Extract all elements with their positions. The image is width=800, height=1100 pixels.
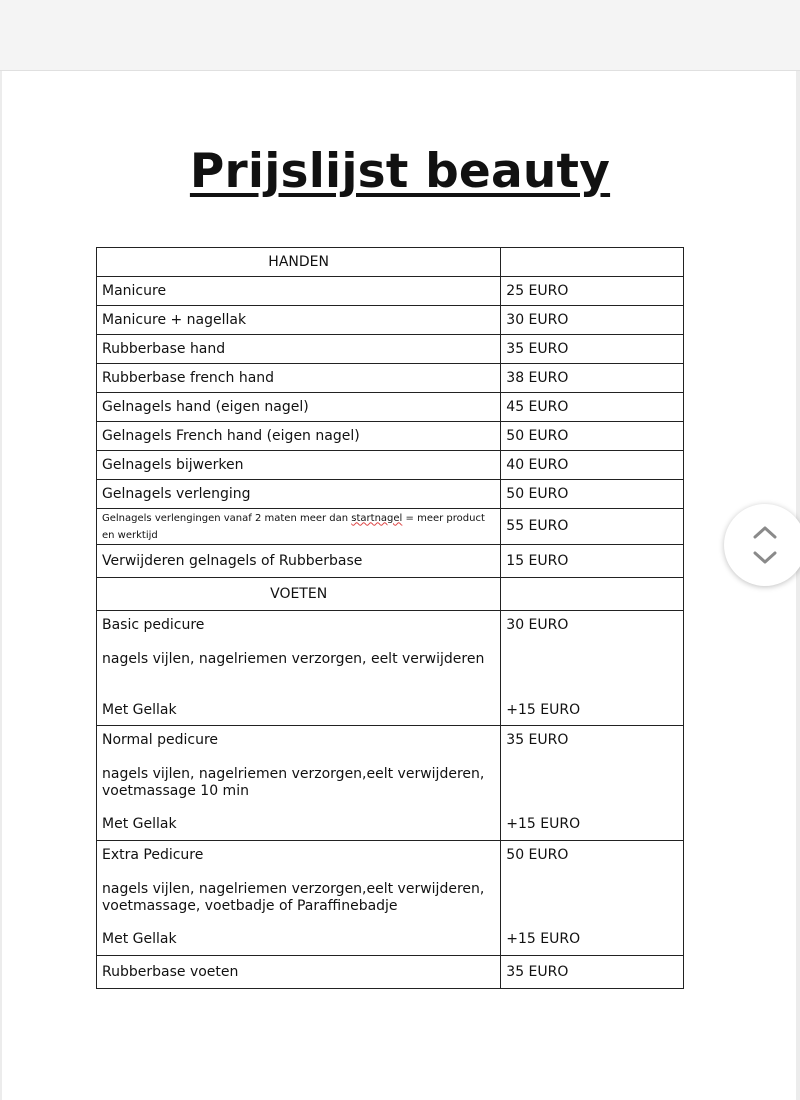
- item-price: 50 EURO: [501, 422, 684, 451]
- item-extra-price: +15 EURO: [506, 816, 581, 832]
- item-price: 45 EURO: [501, 393, 684, 422]
- item-name: Extra Pedicure: [102, 847, 204, 863]
- pedicure-prices: [501, 841, 684, 956]
- item-price: 55 EURO: [501, 509, 684, 545]
- page-title: Prijslijst beauty: [189, 144, 611, 199]
- table-row: [97, 509, 684, 545]
- table-row: [97, 277, 684, 306]
- table-row: [97, 422, 684, 451]
- table-row: [97, 306, 684, 335]
- spellcheck-mark: startnagel: [351, 512, 403, 524]
- item-description: nagels vijlen, nagelriemen verzorgen,eelt verwijderen, voetmassage 10 min: [102, 766, 485, 799]
- table-row: [97, 956, 684, 989]
- table-row: [97, 545, 684, 578]
- item-name: Rubberbase french hand: [97, 364, 501, 393]
- item-price: 30 EURO: [506, 617, 569, 633]
- item-price: 50 EURO: [506, 847, 569, 863]
- section-row-voeten: [97, 578, 684, 611]
- item-extra-price: +15 EURO: [506, 702, 581, 718]
- item-description: nagels vijlen, nagelriemen verzorgen,eelt verwijderen, voetmassage, voetbadje of Paraffinebadje: [102, 881, 485, 914]
- pedicure-details: [97, 726, 501, 841]
- item-extra-price: +15 EURO: [506, 931, 581, 947]
- item-name: Verwijderen gelnagels of Rubberbase: [97, 545, 501, 578]
- table-row: [97, 393, 684, 422]
- table-row-pedicure: [97, 726, 684, 841]
- table-row: [97, 451, 684, 480]
- item-price: 30 EURO: [501, 306, 684, 335]
- item-name-small: Gelnagels verlengingen vanaf 2 maten meer dan startnagel = meer product en werktijd: [97, 509, 501, 545]
- chevron-down-icon[interactable]: [752, 550, 778, 566]
- pedicure-details: [97, 841, 501, 956]
- item-description: nagels vijlen, nagelriemen verzorgen, eelt verwijderen: [102, 651, 485, 667]
- item-name: Manicure + nagellak: [97, 306, 501, 335]
- item-name: Gelnagels verlenging: [97, 480, 501, 509]
- item-price: 35 EURO: [501, 335, 684, 364]
- table-row-pedicure: [97, 611, 684, 726]
- item-name: Manicure: [97, 277, 501, 306]
- section-row-handen: [97, 248, 684, 277]
- item-name: Gelnagels bijwerken: [97, 451, 501, 480]
- chevron-up-icon[interactable]: [752, 524, 778, 540]
- item-price: 35 EURO: [506, 732, 569, 748]
- item-name: Rubberbase hand: [97, 335, 501, 364]
- table-row-pedicure: [97, 841, 684, 956]
- price-spacer: [506, 881, 678, 916]
- section-label: HANDEN: [97, 248, 501, 277]
- table-row: [97, 364, 684, 393]
- section-price-empty: [501, 248, 684, 277]
- page-nav-button[interactable]: [724, 504, 800, 586]
- section-price-empty: [501, 578, 684, 611]
- item-price: 50 EURO: [501, 480, 684, 509]
- price-table: [96, 247, 684, 989]
- item-price: 15 EURO: [501, 545, 684, 578]
- item-price: 35 EURO: [501, 956, 684, 989]
- viewer-top-bar: [0, 0, 800, 71]
- price-spacer: [506, 651, 678, 686]
- item-price: 38 EURO: [501, 364, 684, 393]
- item-extra-label: Met Gellak: [102, 931, 177, 947]
- pedicure-details: [97, 611, 501, 726]
- item-price: 25 EURO: [501, 277, 684, 306]
- item-name: Rubberbase voeten: [97, 956, 501, 989]
- item-name: Basic pedicure: [102, 617, 205, 633]
- section-label: VOETEN: [97, 578, 501, 611]
- item-name: Gelnagels hand (eigen nagel): [97, 393, 501, 422]
- pedicure-prices: [501, 611, 684, 726]
- item-extra-label: Met Gellak: [102, 702, 177, 718]
- item-name: Normal pedicure: [102, 732, 219, 748]
- table-row: [97, 480, 684, 509]
- item-price: 40 EURO: [501, 451, 684, 480]
- price-spacer: [506, 766, 678, 801]
- pedicure-prices: [501, 726, 684, 841]
- item-name: Gelnagels French hand (eigen nagel): [97, 422, 501, 451]
- table-row: [97, 335, 684, 364]
- item-extra-label: Met Gellak: [102, 816, 177, 832]
